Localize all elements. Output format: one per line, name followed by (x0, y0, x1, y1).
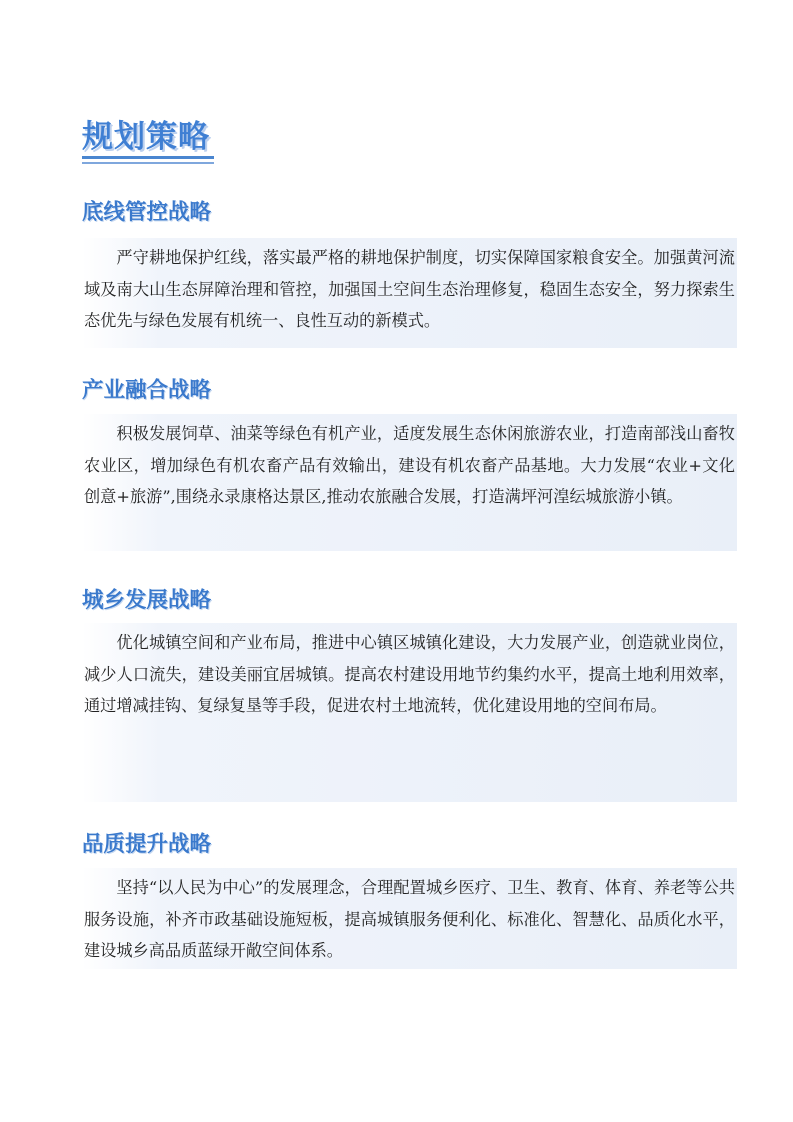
section-body-quality-improvement: 坚持“以人民为中心”的发展理念，合理配置城乡医疗、卫生、教育、体育、养老等公共服务设施，补齐市政基础设施短板，提高城镇服务便利化、标准化、智慧化、品质化水平，建设城乡高品质蓝绿开敞空间体系。 (84, 878, 735, 960)
section-panel-industry-integration (82, 414, 737, 551)
section-panel-quality-improvement (82, 868, 737, 969)
page-title: 规划策略 (82, 119, 210, 155)
section-body-bottom-line-control: 严守耕地保护红线，落实最严格的耕地保护制度，切实保障国家粮食安全。加强黄河流域及南大山生态屏障治理和管控，加强国土空间生态治理修复，稳固生态安全，努力探索生态优先与绿色发展有机统一、良性互动的新模式。 (84, 248, 735, 330)
section-heading-industry-integration: 产业融合战略 (82, 378, 212, 403)
section-heading-quality-improvement: 品质提升战略 (82, 832, 212, 857)
title-underline-secondary (82, 162, 214, 164)
section-body-industry-integration: 积极发展饲草、油菜等绿色有机产业，适度发展生态休闲旅游农业，打造南部浅山畜牧农业区，增加绿色有机农畜产品有效输出，建设有机农畜产品基地。大力发展“农业+文化创意+旅游”,围绕永录康格达景区,推动农旅融合发展，打造满坪河湟纭城旅游小镇。 (84, 424, 735, 506)
section-body-urban-rural-development: 优化城镇空间和产业布局，推进中心镇区城镇化建设，大力发展产业，创造就业岗位，减少人口流失，建设美丽宜居城镇。提高农村建设用地节约集约水平，提高土地利用效率，通过增减挂钩、复绿复垦等手段，促进农村土地流转，优化建设用地的空间布局。 (84, 633, 735, 715)
section-heading-urban-rural-development: 城乡发展战略 (82, 588, 212, 613)
section-heading-bottom-line-control: 底线管控战略 (82, 200, 212, 225)
section-panel-bottom-line-control (82, 238, 737, 348)
section-panel-urban-rural-development (82, 623, 737, 802)
title-underline (82, 156, 214, 159)
